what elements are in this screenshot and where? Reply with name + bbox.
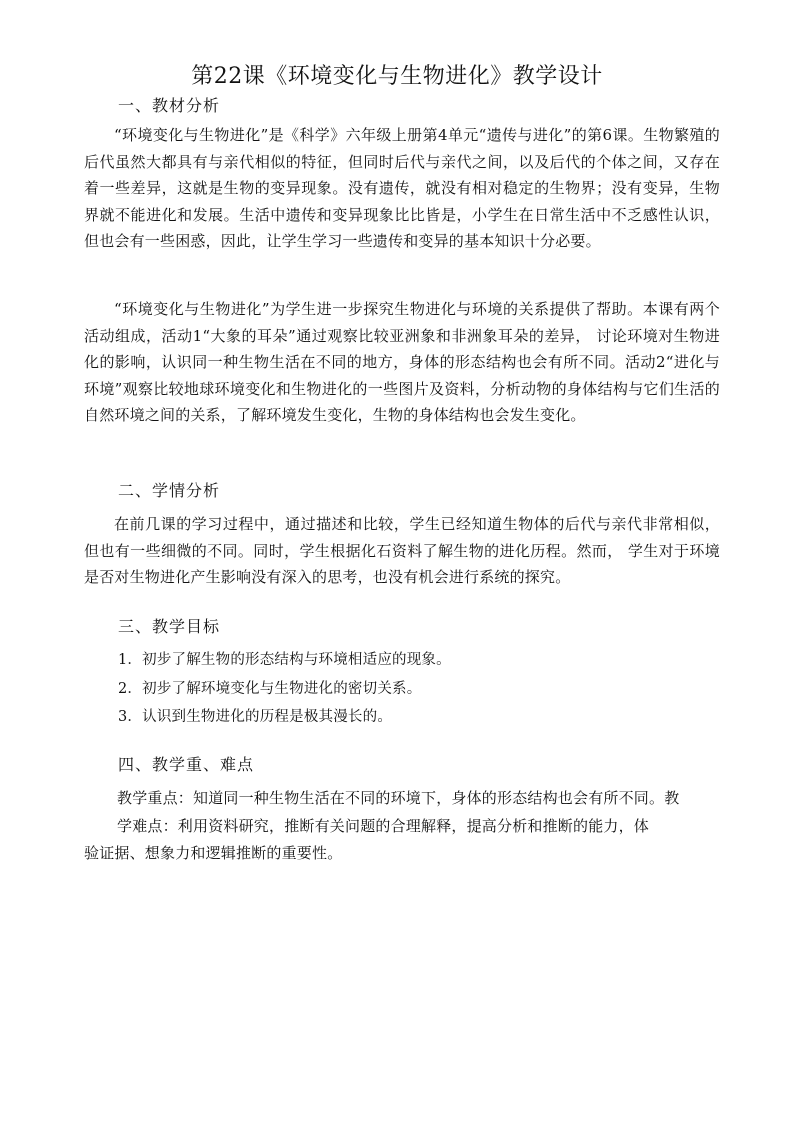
section-heading-teaching-goals: 三、教学目标 bbox=[118, 617, 221, 636]
text-line: 验证据、想象力和逻辑推断的重要性。 bbox=[84, 844, 343, 862]
document-title: 第22课《环境变化与生物进化》教学设计 bbox=[191, 64, 603, 89]
goals-list bbox=[118, 646, 720, 732]
paragraph: 在前几课的学习过程中，通过描述和比较，学生已经知道生物体的后代与亲代非常相似，但也有一些细微的不同。同时，学生根据化石资料了解生物的进化历程。然而， 学生对于环境是否对生物进化产生影响没有深入的思考，也没有机会进行系统的探究。 bbox=[84, 515, 720, 587]
list-item: 3．认识到生物进化的历程是极其漫长的。 bbox=[118, 709, 393, 725]
section-heading-textbook-analysis: 一、教材分析 bbox=[118, 96, 221, 115]
paragraph: “环境变化与生物进化”为学生进一步探究生物进化与环境的关系提供了帮助。本课有两个活动组成，活动1“大象的耳朵”通过观察比较亚洲象和非洲象耳朵的差异， 讨论环境对生物进化的影响，认识同一种生物生活在不同的地方，身体的形态结构也会有所不同。活动2“进化与环境”观察比较地球环境变化和生物进化的一些图片及资料，分析动物的身体结构与它们生活的自然环境之间的关系，了解环境发生变化，生物的身体结构也会发生变化。 bbox=[84, 300, 720, 425]
list-item: 2．初步了解环境变化与生物进化的密切关系。 bbox=[118, 680, 422, 697]
key-points-text bbox=[84, 785, 720, 868]
section-heading-key-points: 四、教学重、难点 bbox=[118, 755, 255, 774]
text-line: 教学重点：知道同一种生物生活在不同的环境下，身体的形态结构也会有所不同。教 bbox=[117, 789, 680, 807]
paragraph: “环境变化与生物进化”是《科学》六年级上册第4单元“遗传与进化”的第6课。生物繁殖的后代虽然大都具有与亲代相似的特征，但同时后代与亲代之间，以及后代的个体之间，又存在着一些差异，这就是生物的变异现象。没有遗传，就没有相对稳定的生物界；没有变异，生物界就不能进化和发展。生活中遗传和变异现象比比皆是，小学生在日常生活中不乏感性认识，但也会有一些困惑，因此，让学生学习一些遗传和变异的基本知识十分必要。 bbox=[84, 126, 720, 251]
list-item: 1．初步了解生物的形态结构与环境相适应的现象。 bbox=[118, 652, 451, 668]
section-heading-student-analysis: 二、学情分析 bbox=[118, 481, 221, 500]
text-line: 学难点：利用资料研究，推断有关问题的合理解释，提高分析和推断的能力，体 bbox=[117, 816, 650, 835]
